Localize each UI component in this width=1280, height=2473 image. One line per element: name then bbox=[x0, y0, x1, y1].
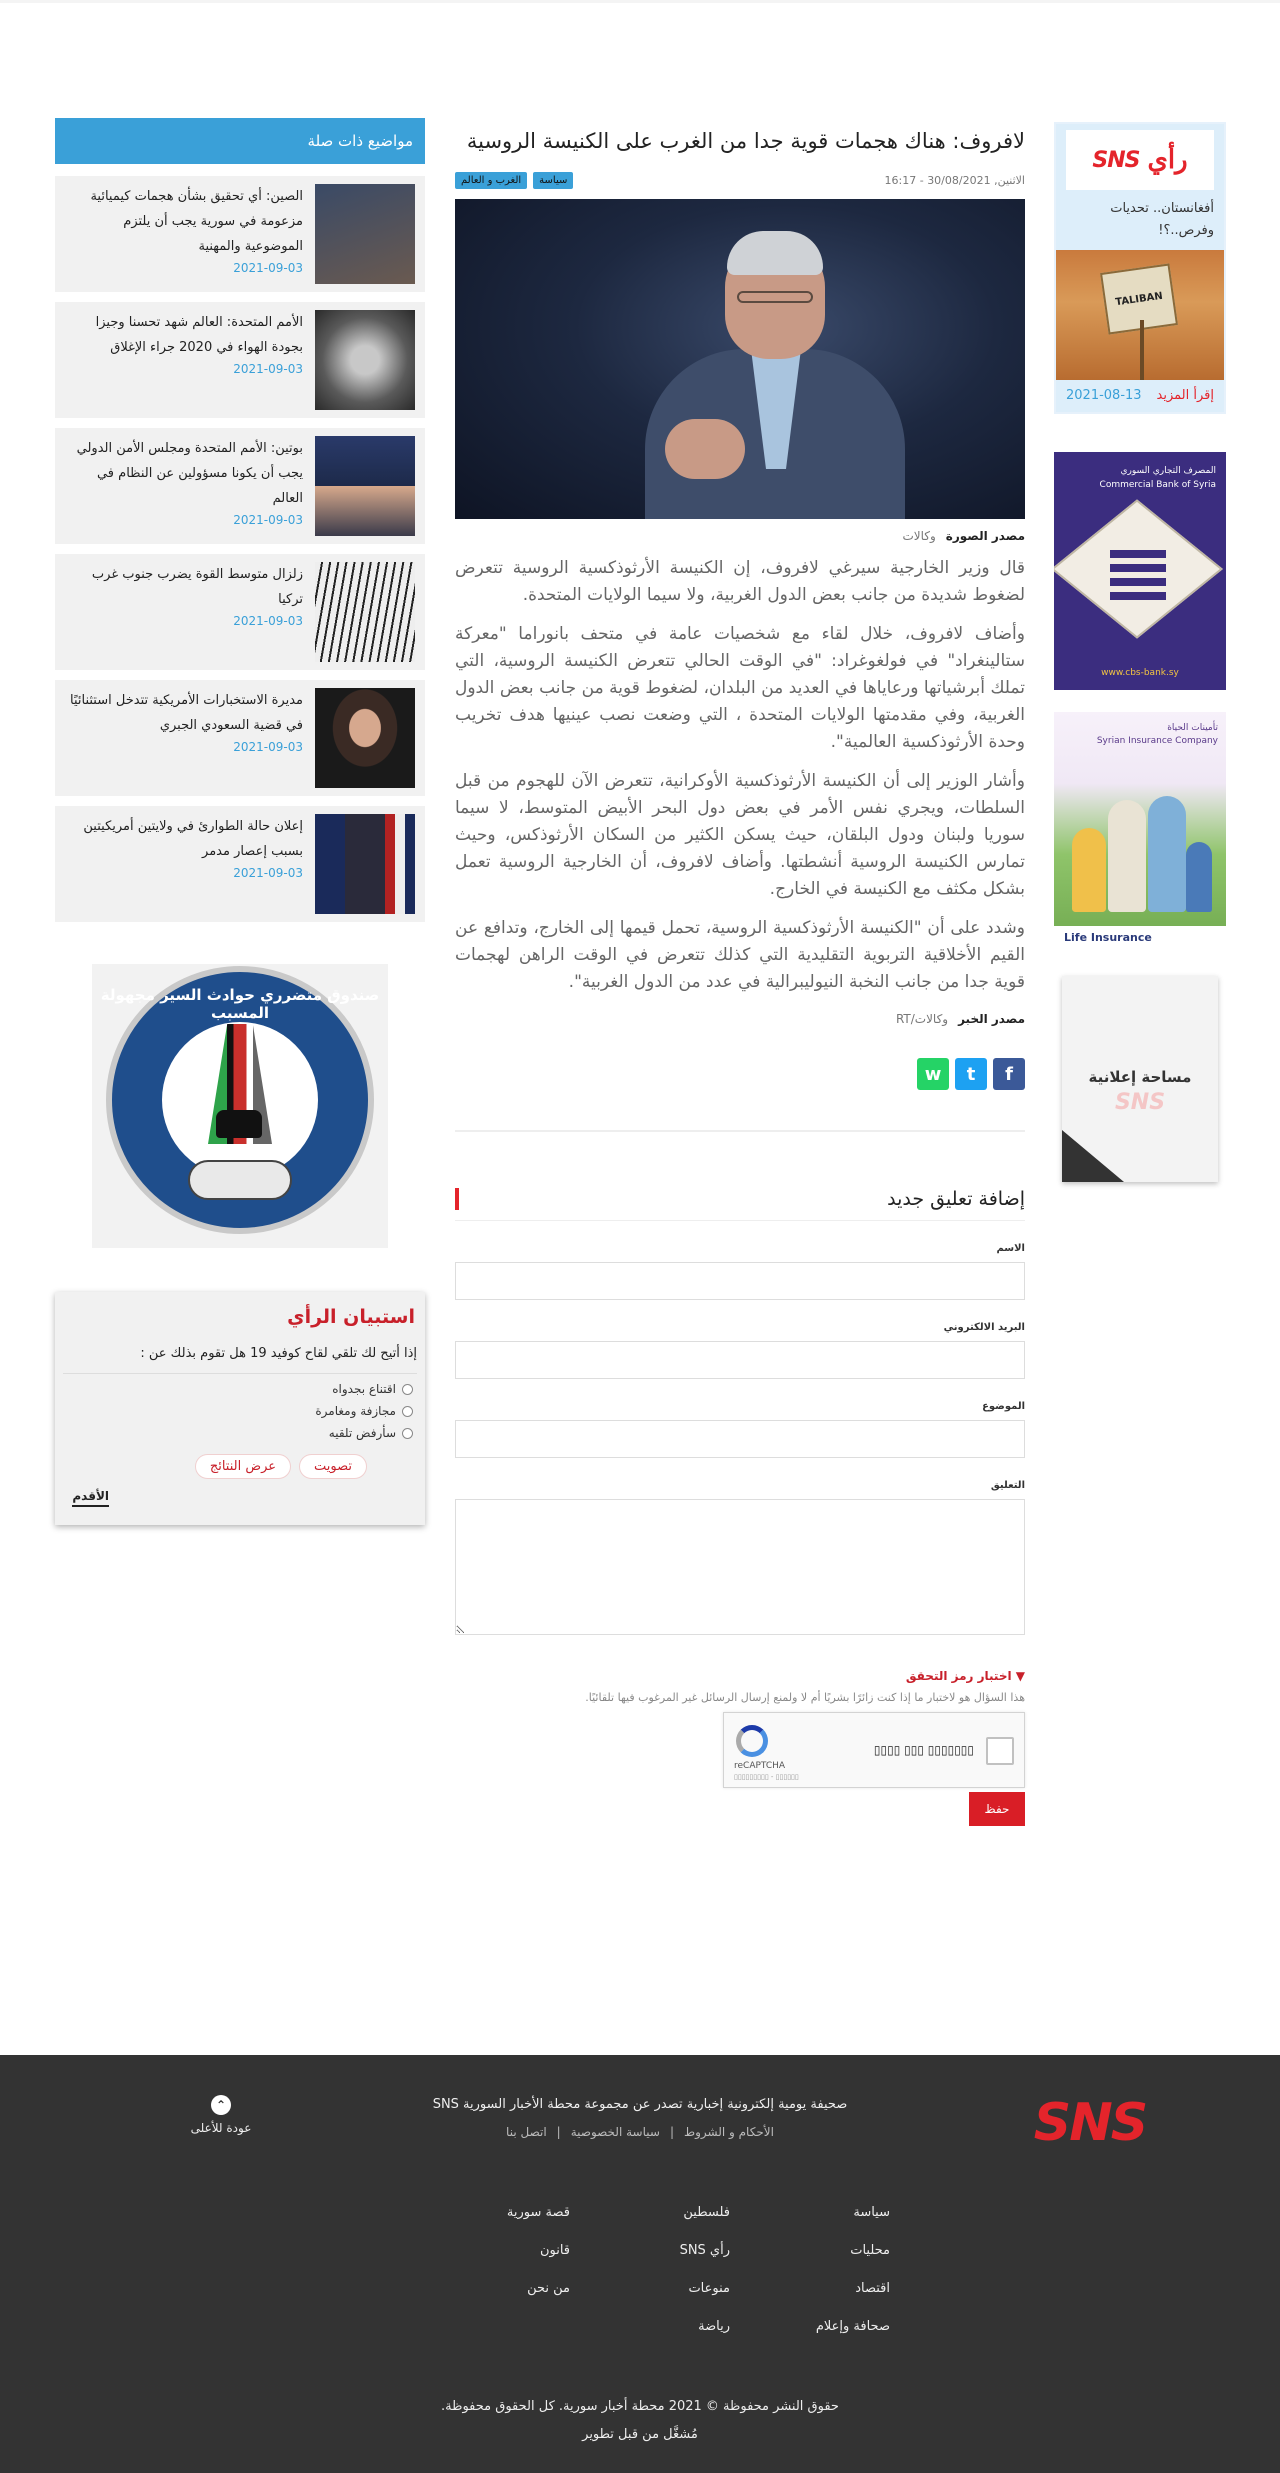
subject-input[interactable] bbox=[455, 1420, 1025, 1458]
related-thumbnail[interactable] bbox=[315, 688, 415, 788]
related-item[interactable] bbox=[55, 176, 425, 292]
older-polls-link[interactable]: الأقدم bbox=[72, 1489, 109, 1507]
rai-sns-logo: SNS bbox=[1092, 147, 1140, 173]
footer-nav-item[interactable]: رأي SNS bbox=[679, 2243, 730, 2258]
image-source bbox=[455, 529, 1025, 543]
related-list bbox=[55, 176, 425, 922]
article-paragraph: وأضاف لافروف، خلال لقاء مع شخصيات عامة في متحف بانوراما "معركة ستالينغراد" في فولغوغراد: "في الوقت الحالي تتعرض الكنيسة الروسية، التي تملك أبرشياتها ورعاياها في العديد من البلدان، لضغوط قوية من جانب بعض الدول الغربية، وفي مقدمتها الولايات المتحدة ، التي وضعت نصب عينيها هدف تخريب وحدة الأرثوذكسية العالمية". bbox=[455, 624, 1025, 752]
rai-read-more-link[interactable]: إقرأ المزيد bbox=[1156, 388, 1214, 403]
radio-button[interactable] bbox=[402, 1428, 413, 1439]
rai-header bbox=[1066, 130, 1214, 190]
related-thumbnail[interactable] bbox=[315, 310, 415, 410]
top-border bbox=[0, 0, 1280, 3]
comment-textarea[interactable] bbox=[455, 1499, 1025, 1635]
facebook-icon[interactable]: f bbox=[993, 1058, 1025, 1090]
related-item-title[interactable]: مديرة الاستخبارات الأمريكية تتدخل استثنائيًا في قضية السعودي الجبري bbox=[70, 693, 303, 733]
radio-button[interactable] bbox=[402, 1406, 413, 1417]
poll-actions bbox=[63, 1454, 417, 1479]
related-item-title[interactable]: الأمم المتحدة: العالم شهد تحسنا وجيزا بجودة الهواء في 2020 جراء الإغلاق bbox=[95, 315, 303, 355]
related-item[interactable] bbox=[55, 680, 425, 796]
name-input[interactable] bbox=[455, 1262, 1025, 1300]
article-title: لافروف: هناك هجمات قوية جدا من الغرب على الكنيسة الروسية bbox=[466, 129, 1025, 153]
recaptcha-checkbox[interactable] bbox=[986, 1737, 1014, 1765]
related-thumbnail[interactable] bbox=[315, 562, 415, 662]
footer-nav-item[interactable]: منوعات bbox=[688, 2281, 730, 2296]
recaptcha-icon bbox=[736, 1725, 768, 1757]
comment-form-title: إضافة تعليق جديد bbox=[887, 1188, 1025, 1210]
related-item-date: 2021-09-03 bbox=[233, 261, 303, 275]
comment-form-header bbox=[455, 1188, 1025, 1221]
footer-tagline: صحيفة يومية إلكترونية إخبارية تصدر عن مجموعة محطة الأخبار السورية SNS bbox=[432, 2097, 848, 2112]
chevron-up-icon[interactable]: ⌃ bbox=[211, 2095, 231, 2115]
footer-developer[interactable]: مُشغَّل من قبل تطوير bbox=[582, 2427, 698, 2442]
footer-nav-item[interactable]: فلسطين bbox=[683, 2205, 730, 2220]
tag-politics[interactable]: سياسة bbox=[533, 172, 573, 189]
recaptcha-brand: reCAPTCHA bbox=[734, 1761, 786, 1771]
site-footer bbox=[0, 2055, 1280, 2473]
article-main bbox=[455, 122, 1025, 1826]
vote-button[interactable]: تصويت bbox=[299, 1454, 367, 1479]
footer-nav-item[interactable]: قانون bbox=[539, 2243, 570, 2258]
related-thumbnail[interactable] bbox=[315, 436, 415, 536]
related-item[interactable] bbox=[55, 428, 425, 544]
ad-traffic-fund[interactable] bbox=[92, 964, 388, 1248]
rai-footer bbox=[1056, 380, 1224, 411]
comment-label: التعليق bbox=[990, 1480, 1025, 1491]
related-item-title[interactable]: بوتين: الأمم المتحدة ومجلس الأمن الدولي يجب أن يكونا مسؤولين عن النظام في العالم bbox=[76, 441, 303, 506]
related-item-title[interactable]: إعلان حالة الطوارئ في ولايتين أمريكيتين بسبب إعصار مدمر bbox=[83, 819, 303, 859]
article-tags bbox=[455, 172, 573, 189]
related-item-date: 2021-09-03 bbox=[233, 740, 303, 754]
rai-image-sign: TALIBAN bbox=[1100, 263, 1178, 334]
ad-bank-name: المصرف التجاري السوري Commercial Bank of Syria bbox=[1099, 466, 1216, 490]
poll-question: إذا أتيح لك تلقي لقاح كوفيد 19 هل تقوم بذلك عن : bbox=[63, 1346, 417, 1374]
footer-nav-item[interactable]: اقتصاد bbox=[855, 2281, 890, 2296]
news-source-value: وكالات/RT bbox=[895, 1012, 949, 1026]
rai-image[interactable] bbox=[1056, 250, 1224, 380]
news-source bbox=[455, 1012, 1025, 1026]
privacy-link[interactable]: سياسة الخصوصية bbox=[570, 2125, 660, 2139]
captcha-description: هذا السؤال هو لاختبار ما إذا كنت زائرًا بشريًا أم لا ولمنع إرسال الرسائل غير المرغوب فيها تلقائيًا. bbox=[585, 1691, 1025, 1704]
recaptcha-widget bbox=[723, 1712, 1025, 1788]
ad-space-label: مساحة إعلانية bbox=[1088, 1068, 1192, 1086]
poll-option[interactable]: مجازفة ومغامرة bbox=[63, 1404, 417, 1418]
footer-logo[interactable]: SNS bbox=[1033, 2093, 1147, 2153]
related-item[interactable] bbox=[55, 554, 425, 670]
poll-widget bbox=[55, 1292, 425, 1525]
poll-option[interactable]: سأرفض تلقيه bbox=[63, 1426, 417, 1440]
related-item-date: 2021-09-03 bbox=[233, 362, 303, 376]
footer-nav-item[interactable]: من نحن bbox=[527, 2281, 570, 2296]
news-source-label: مصدر الخبر bbox=[958, 1012, 1025, 1026]
ad-life-insurance[interactable] bbox=[1054, 712, 1226, 950]
contact-link[interactable]: اتصل بنا bbox=[506, 2125, 547, 2139]
ad-fund-text: صندوق متضرري حوادث السير مجهولة المسبب bbox=[100, 986, 380, 1022]
ad-space-brand: SNS bbox=[1114, 1090, 1166, 1115]
ad-life-bar: Life Insurance bbox=[1054, 926, 1226, 950]
back-to-top-label: عودة للأعلى bbox=[190, 2121, 252, 2135]
car-icon bbox=[216, 1110, 262, 1138]
show-results-button[interactable]: عرض النتائج bbox=[195, 1454, 291, 1479]
article-meta bbox=[455, 172, 1025, 189]
back-to-top[interactable] bbox=[176, 2095, 266, 2135]
divider bbox=[455, 1130, 1025, 1132]
poll-title: استبيان الرأي bbox=[287, 1306, 415, 1328]
image-source-value: وكالات bbox=[902, 529, 936, 543]
save-button[interactable]: حفظ bbox=[969, 1792, 1025, 1826]
ad-life-top: تأمينات الحياة Syrian Insurance Company bbox=[1096, 723, 1218, 746]
related-item-date: 2021-09-03 bbox=[233, 513, 303, 527]
related-item-title[interactable]: زلزال متوسط القوة يضرب جنوب غرب تركيا bbox=[91, 567, 303, 607]
whatsapp-icon[interactable]: w bbox=[917, 1058, 949, 1090]
related-item-title[interactable]: الصين: أي تحقيق بشأن هجمات كيميائية مزعومة في سورية يجب أن يلتزم الموضوعية والمهنية bbox=[90, 189, 303, 254]
rai-label: رأي bbox=[1147, 145, 1188, 175]
email-input[interactable] bbox=[455, 1341, 1025, 1379]
rai-widget[interactable] bbox=[1054, 122, 1226, 414]
related-item[interactable] bbox=[55, 806, 425, 922]
footer-nav-item[interactable]: قصة سورية bbox=[506, 2205, 570, 2220]
captcha-toggle[interactable]: ▼ اختبار رمز التحقق bbox=[905, 1669, 1025, 1683]
related-header: مواضيع ذات صلة bbox=[55, 118, 425, 164]
related-thumbnail[interactable] bbox=[315, 814, 415, 914]
footer-nav bbox=[410, 2205, 890, 2341]
ad-space-placeholder[interactable] bbox=[1062, 976, 1218, 1182]
article-paragraph: وأشار الوزير إلى أن الكنيسة الأرثوذكسية الأوكرانية، تتعرض الآن للهجوم من قبل السلطات، ويجري نفس الأمر في بعض دول البحر الأبيض المتوسط، لا سيما سوريا ولبنان ودول البلقان، حيث يسكن الكثير من السكان الأرثوذكس، وحيث تمارس الكنيسة الروسية أنشطتها. وأضاف لافروف، أن الخارجية الروسية تعمل بشكل مكثف مع الكنيسة في الخارج. bbox=[455, 771, 1025, 899]
footer-nav-item[interactable]: محليات bbox=[850, 2243, 890, 2258]
twitter-icon[interactable]: t bbox=[955, 1058, 987, 1090]
image-source-label: مصدر الصورة bbox=[945, 529, 1025, 543]
footer-copyright: حقوق النشر محفوظة © 2021 محطة أخبار سورية. كل الحقوق محفوظة. bbox=[441, 2399, 839, 2414]
article-hero-image bbox=[455, 199, 1025, 519]
tag-west-world[interactable]: الغرب و العالم bbox=[455, 172, 527, 189]
ads-sidebar bbox=[1054, 122, 1226, 1182]
footer-nav-item[interactable]: صحافة وإعلام bbox=[815, 2319, 890, 2334]
email-label: البريد الالكتروني bbox=[943, 1322, 1025, 1333]
handshake-icon bbox=[188, 1160, 292, 1200]
recaptcha-text: ▯▯▯▯▯▯▯ ▯▯▯ ▯▯▯▯ bbox=[873, 1743, 974, 1757]
ad-commercial-bank[interactable] bbox=[1054, 452, 1226, 690]
ad-family-image bbox=[1068, 792, 1212, 912]
subject-label: الموضوع bbox=[982, 1401, 1025, 1412]
related-thumbnail[interactable] bbox=[315, 184, 415, 284]
related-item-date: 2021-09-03 bbox=[233, 614, 303, 628]
article-date: الاثنين, 30/08/2021 - 16:17 bbox=[884, 174, 1025, 187]
recaptcha-terms[interactable]: ▯▯▯▯▯▯ - ▯▯▯▯▯▯▯▯▯ bbox=[734, 1773, 799, 1781]
radio-button[interactable] bbox=[402, 1384, 413, 1395]
article-paragraph: قال وزير الخارجية سيرغي لافروف، إن الكنيسة الأرثوذكسية الروسية تتعرض لضغوط شديدة من جانب بعض الدول الغربية، ولا سيما الولايات المتحدة. bbox=[455, 558, 1025, 605]
comment-form bbox=[455, 1188, 1025, 1826]
share-buttons bbox=[455, 1058, 1025, 1090]
poll-option[interactable]: اقتناع بجدواه bbox=[63, 1382, 417, 1396]
footer-nav-item[interactable]: رياضة bbox=[698, 2319, 730, 2334]
terms-link[interactable]: الأحكام و الشروط bbox=[683, 2125, 774, 2139]
rai-date: 2021-08-13 bbox=[1066, 388, 1142, 403]
ad-bank-footer: www.cbs-bank.sy bbox=[1101, 668, 1179, 678]
related-item-date: 2021-09-03 bbox=[233, 866, 303, 880]
name-label: الاسم bbox=[996, 1243, 1025, 1254]
related-sidebar bbox=[55, 118, 425, 1525]
footer-links: الأحكام و الشروط|سياسة الخصوصية|اتصل بنا bbox=[506, 2125, 774, 2139]
rai-title[interactable]: أفغانستان.. تحديات وفرص..؟! bbox=[1110, 201, 1214, 238]
article-body bbox=[455, 555, 1025, 996]
related-item[interactable] bbox=[55, 302, 425, 418]
footer-nav-item[interactable]: سياسة bbox=[853, 2205, 890, 2220]
article-paragraph: وشدد على أن "الكنيسة الأرثوذكسية الروسية، تحمل قيمها إلى الخارج، وتدافع عن القيم الأخلاقية التربوية التقليدية التي كذلك تتعرض في الوقت الراهن لهجمات قوية جدا من جانب النخبة النيوليبرالية في عدد من الدول الغربية". bbox=[455, 918, 1025, 992]
